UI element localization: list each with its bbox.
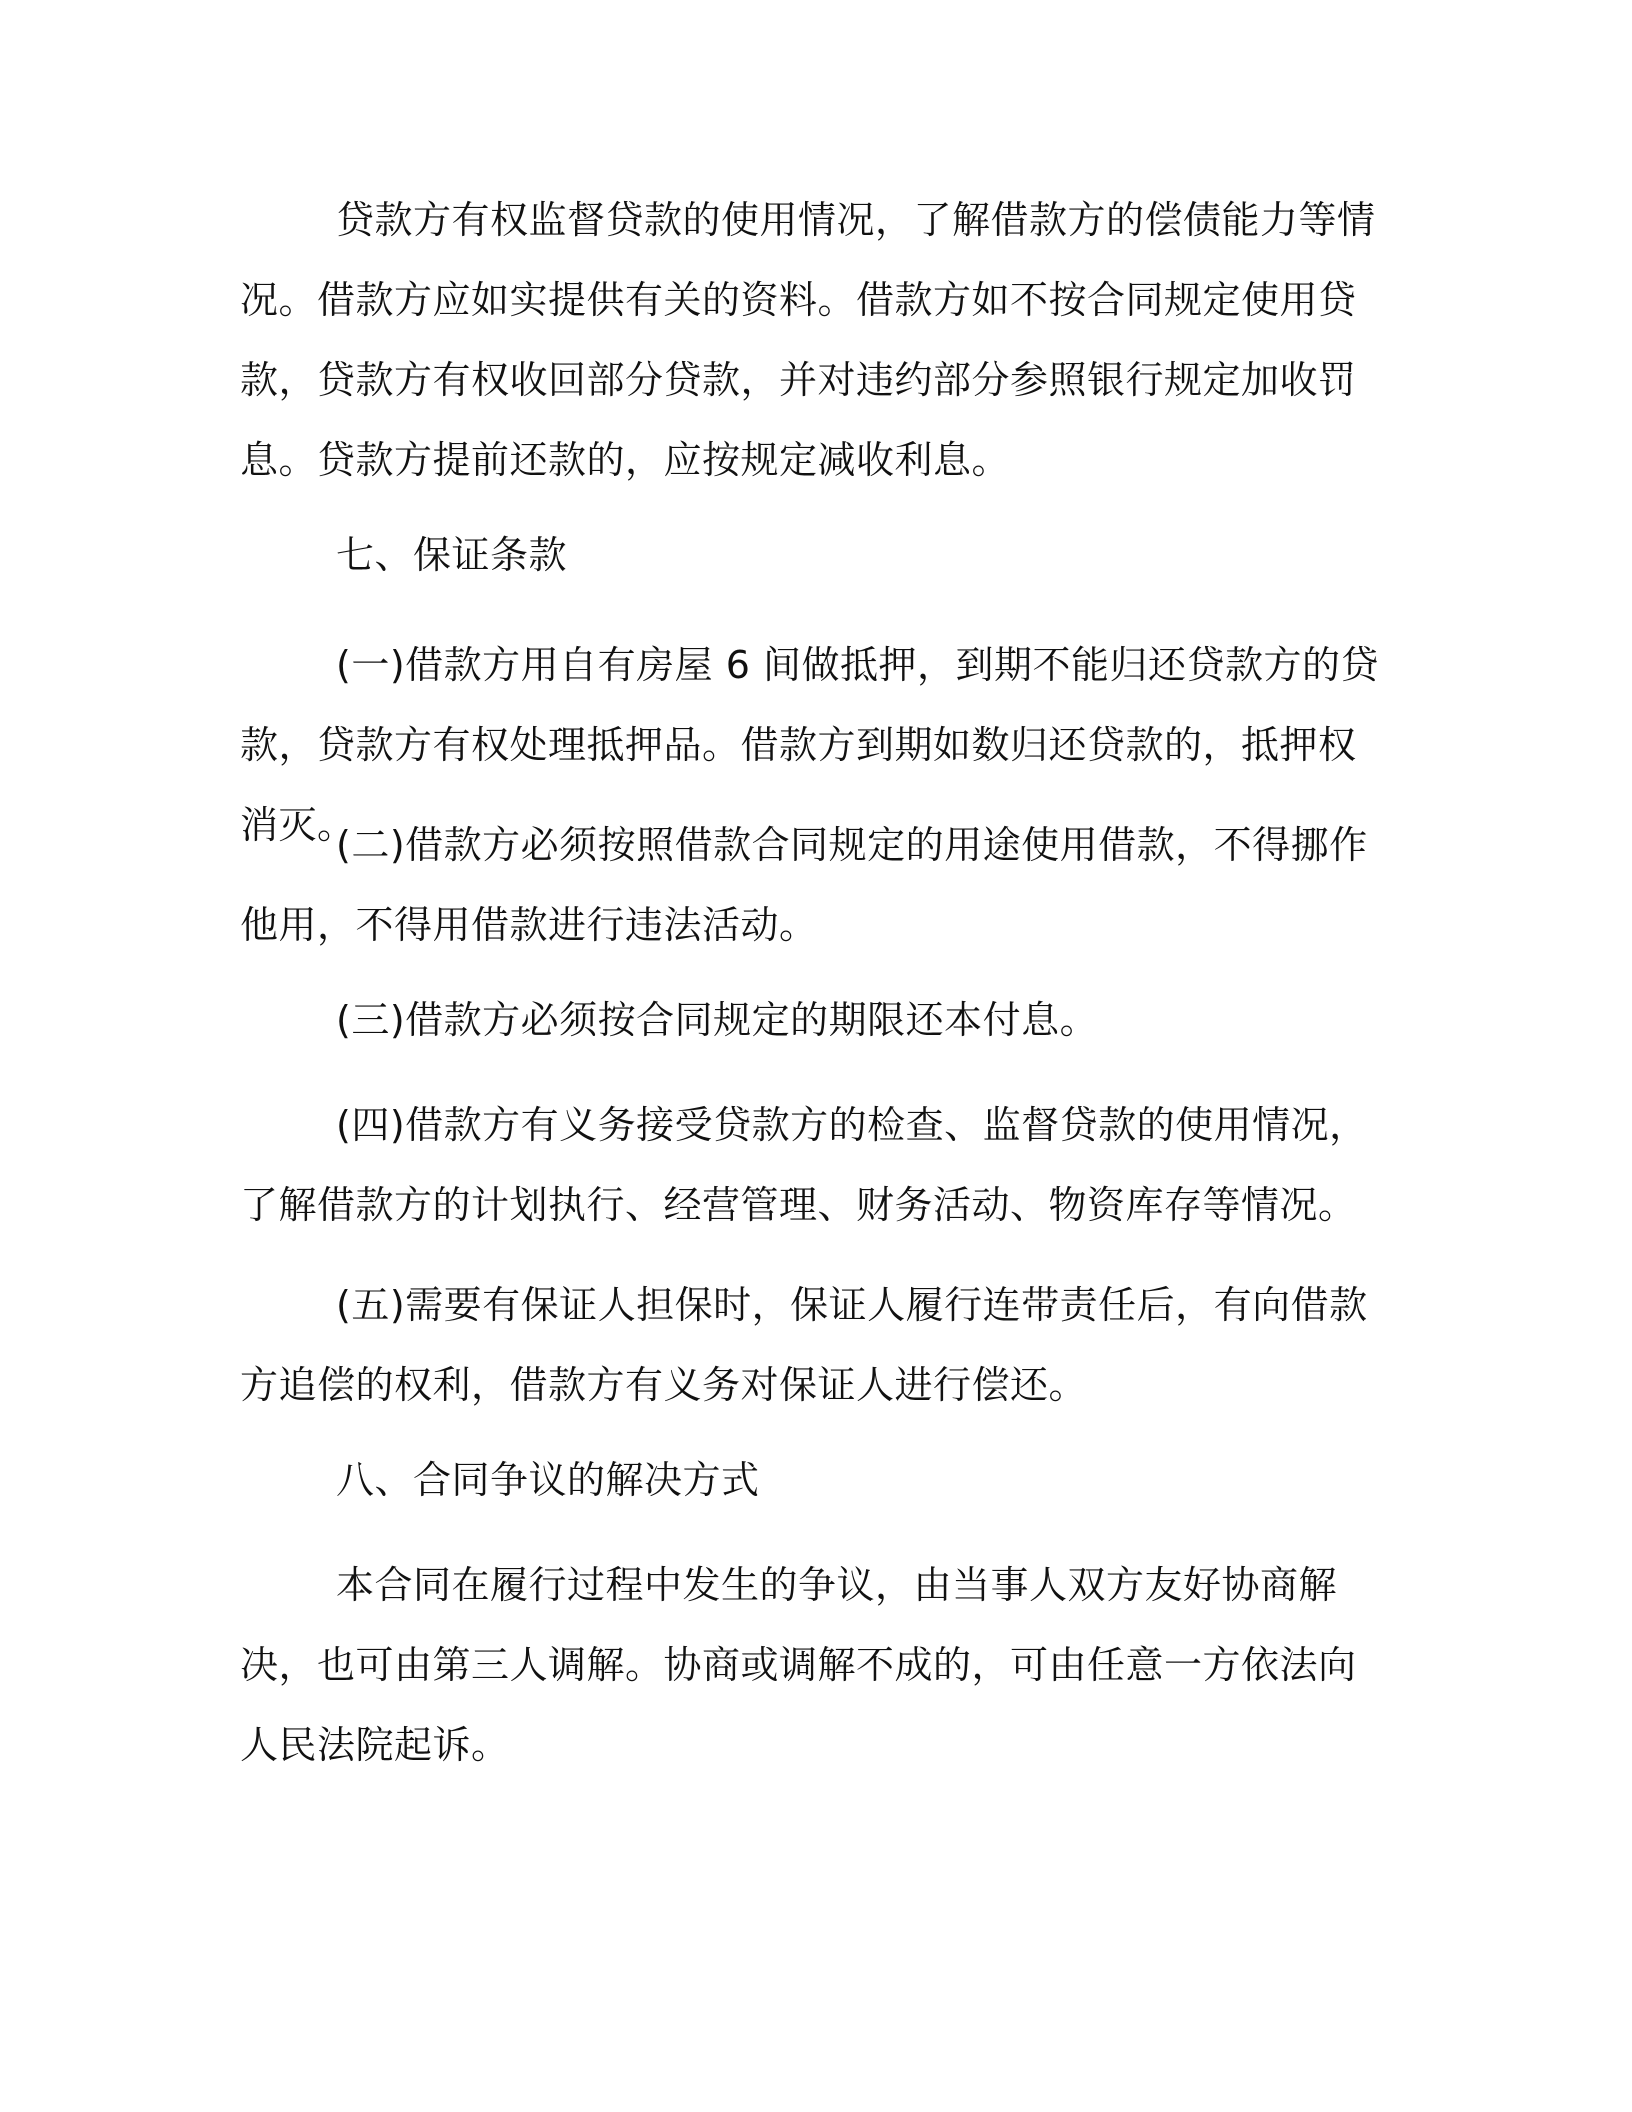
section-heading-guarantee: 七、保证条款: [336, 533, 568, 577]
clause-5: (五)需要有保证人担保时，保证人履行连带责任后，有向借款方追偿的权利，借款方有义务对保证人进行偿还。: [240, 1283, 1368, 1407]
paragraph-dispute-resolution: 本合同在履行过程中发生的争议，由当事人双方友好协商解决，也可由第三人调解。协商或调解不成的，可由任意一方依法向人民法院起诉。: [240, 1563, 1357, 1767]
clause-3: (三)借款方必须按合同规定的期限还本付息。: [336, 998, 1099, 1042]
section-heading-dispute: 八、合同争议的解决方式: [336, 1458, 760, 1502]
clause-4: (四)借款方有义务接受贷款方的检查、监督贷款的使用情况，了解借款方的计划执行、经营管理、财务活动、物资库存等情况。: [240, 1103, 1368, 1227]
paragraph-loan-supervision: 贷款方有权监督贷款的使用情况，了解借款方的偿债能力等情况。借款方应如实提供有关的资料。借款方如不按合同规定使用贷款，贷款方有权收回部分贷款，并对违约部分参照银行规定加收罚息。贷款方提前还款的，应按规定减收利息。: [240, 198, 1376, 482]
clause-2: (二)借款方必须按照借款合同规定的用途使用借款，不得挪作他用，不得用借款进行违法活动。: [240, 823, 1368, 947]
clause-1: (一)借款方用自有房屋 6 间做抵押，到期不能归还贷款方的贷款，贷款方有权处理抵押品。借款方到期如数归还贷款的，抵押权消灭。: [240, 643, 1379, 847]
